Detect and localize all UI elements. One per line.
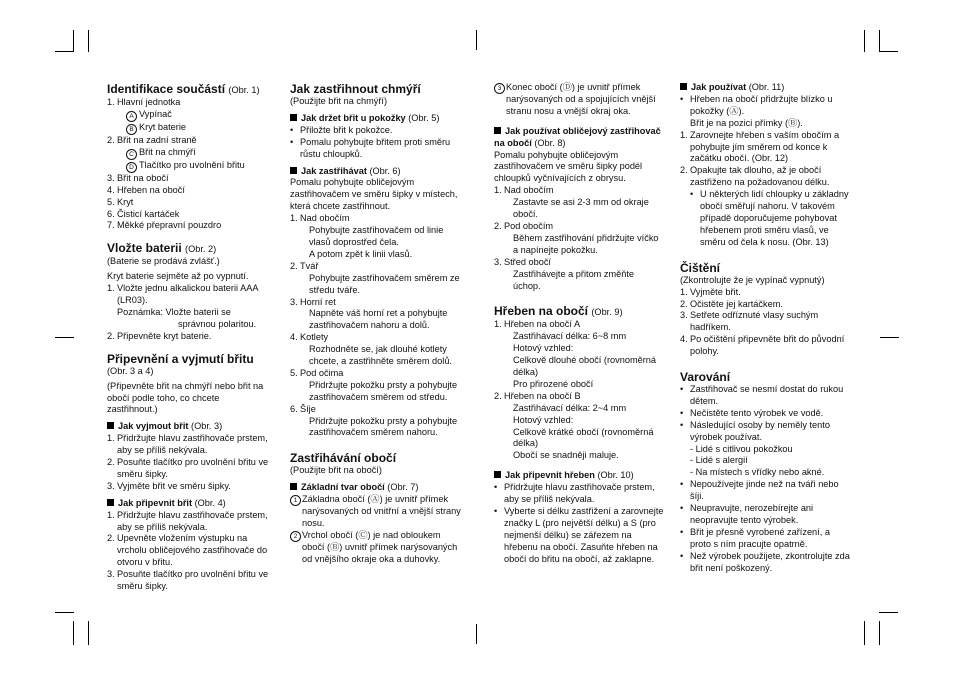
list-item: 2. Pod obočím Během zastřihování přidržujte víčko a napínejte pokožku.	[494, 220, 659, 255]
list-item: • Následující osoby by neměly tento výrobek používat. - Lidé s citlivou pokožkou - Lidé s alergií - Na místech s vřídky nebo akné.	[680, 419, 830, 478]
cleaning-steps	[680, 287, 852, 358]
paragraph: Kryt baterie sejměte až po vypnutí.	[107, 271, 249, 282]
list-item: 2. Opakujte tak dlouho, až je obočí zastřiženo na požadovanou délku. • U některých lidí chloupky u základny obočí směřují nahoru. V takovém případě doporučujeme pohybovat hřebenem proti směru vlasů, ve směru od čela k nosu. (Obr. 13)	[680, 165, 852, 248]
paragraph: Pomalu pohybujte obličejovým zastřihovačem ve směru šipky podél chloupků vyčnívajících z obrysu.	[494, 149, 643, 184]
list-item: 6. Čisticí kartáček	[107, 208, 180, 219]
section-title: Vložte baterii (Obr. 2)	[107, 241, 217, 256]
list-item: 2. Hřeben na obočí B Zastřihávací délka: 2~4 mm Hotový vzhled: Celkově krátké obočí (rovnoměrná délka) Obočí se snadněji maluje.	[494, 390, 654, 461]
list-item: 2. Tvář Pohybujte zastřihovačem směrem ze středu tváře.	[290, 260, 460, 295]
attach-steps	[107, 510, 272, 593]
ref: (Obr. 3 a 4)	[107, 365, 154, 376]
comb-attach-bullets	[494, 482, 664, 565]
note: (Baterie se prodává zvlášť.)	[107, 256, 220, 267]
list-item: • Nečistěte tento výrobek ve vodě.	[680, 407, 824, 418]
subheading: Jak držet břit u pokožky (Obr. 5)	[290, 113, 465, 125]
list-item: A Vypínač	[107, 109, 272, 122]
column-1	[107, 78, 272, 593]
battery-steps	[107, 283, 272, 343]
trim-steps	[290, 213, 465, 439]
parts-list	[107, 97, 272, 232]
list-item: 3. Břit na obočí	[107, 172, 169, 183]
list-item: 1. Nad obočím Zastavte se asi 2-3 mm od okraje obočí.	[494, 185, 649, 220]
list-item: 2. Upevněte vložením výstupku na vrcholu obličejového zastřihovače do otvoru v břitu.	[107, 533, 268, 568]
list-item: 4. Hřeben na obočí	[107, 184, 185, 195]
list-item: 7. Měkké přepravní pouzdro	[107, 220, 222, 231]
note: (Připevněte břit na chmýří nebo břit na obočí podle toho, co chcete zastřihnout.)	[107, 380, 264, 415]
eyebrow-steps	[494, 185, 664, 292]
sub-bullet: • U některých lidí chloupky u základny obočí směřují nahoru. V takovém případě doporučujeme pohybovat hřebenem proti směru vlasů, ve směru od čela k nosu. (Obr. 13)	[690, 189, 849, 247]
subheading: Jak používat obličejový zastřihovač na obočí (Obr. 8)	[494, 126, 664, 150]
list-item: 3. Setřete odříznuté vlasy suchým hadříkem.	[680, 310, 819, 333]
list-item: 2. Očistěte jej kartáčkem.	[680, 298, 783, 309]
shape-step-1: 1 Základna obočí (Ⓐ) je uvnitř přímek narýsovaných od vnitřní a vnější strany nosu.	[290, 494, 465, 530]
list-item: 3. Střed obočí Zastřihávejte a přitom změňte úchop.	[494, 256, 635, 291]
list-item: 6. Šíje Přidržujte pokožku prsty a pohybujte zastřihovačem směrem nahoru.	[290, 403, 458, 438]
section-cleaning	[680, 261, 852, 358]
section-title: Jak zastřihnout chmýří	[290, 82, 421, 96]
comb-list	[494, 319, 664, 462]
list-item: 1. Přidržujte hlavu zastřihovače prstem, aby se příliš nekývala.	[107, 509, 268, 532]
note: (Použijte břit na chmýří)	[290, 96, 388, 106]
list-item: B Kryt baterie	[107, 122, 272, 135]
list-item: Poznámka: Vložte baterii se správnou polaritou.	[117, 306, 257, 329]
shape-step-3: 3 Konec obočí (Ⓓ) je uvnitř přímek narýsovaných od a spojujících vnější stranu nosu a vnější okraj oka.	[494, 82, 664, 118]
list-item: • Nepoužívejte jinde než na tváři nebo šíji.	[680, 479, 839, 502]
list-item: 1. Hřeben na obočí A Zastřihávací délka: 6~8 mm Hotový vzhled: Celkově dlouhé obočí (rovnoměrná délka) Pro přirozené obočí	[494, 319, 656, 389]
list-item: 1. Hlavní jednotka	[107, 97, 181, 107]
subheading: Jak vyjmout břit (Obr. 3)	[107, 421, 272, 433]
list-item: 1. Vložte jednu alkalickou baterii AAA (LR03).	[107, 283, 258, 306]
list-item: 4. Po očištění připevněte břit do původní polohy.	[680, 334, 845, 357]
list-item: • Hřeben na obočí přidržujte blízko u pokožky (Ⓐ). Břit je na pozici přímky (Ⓑ).	[680, 93, 833, 128]
remove-steps	[107, 433, 272, 493]
list-item: 3. Posuňte tlačítko pro uvolnění břitu ve směru šipky.	[107, 569, 269, 592]
section-eyebrow-comb	[494, 304, 664, 462]
list-item: 1. Nad obočím Pohybujte zastřihovačem od linie vlasů doprostřed čela. A potom zpět k linii vlasů.	[290, 213, 444, 259]
section-eyebrow-trimming	[290, 451, 465, 565]
list-item: 5. Pod očima Přidržujte pokožku prsty a pohybujte zastřihovačem směrem od středu.	[290, 367, 458, 402]
section-warnings	[680, 370, 852, 575]
list-item: D Tlačítko pro uvolnění břitu	[107, 160, 272, 173]
use-list	[680, 94, 852, 249]
subheading: Jak připevnit břit (Obr. 4)	[107, 498, 272, 510]
list-item: 2. Břit na zadní straně	[107, 134, 197, 145]
section-title: Hřeben na obočí (Obr. 9)	[494, 304, 623, 319]
list-item: • Neupravujte, nerozebírejte ani neopravujte tento výrobek.	[680, 503, 814, 525]
hold-bullets	[290, 125, 465, 161]
column-3	[494, 78, 664, 566]
subheading: Jak používat (Obr. 11)	[680, 82, 852, 94]
section-title: Identifikace součástí (Obr. 1)	[107, 82, 260, 96]
section-insert-battery	[107, 241, 272, 342]
list-item: 1. Vyjměte břit.	[680, 286, 741, 297]
subheading: Základní tvar obočí (Obr. 7)	[290, 482, 465, 494]
list-item: 3. Horní ret Napněte váš horní ret a pohybujte zastřihovačem nahoru a dolů.	[290, 296, 448, 331]
subheading: Jak zastřihávat (Obr. 6)	[290, 166, 465, 178]
section-blade-attach	[107, 352, 272, 593]
subheading: Jak připevnit hřeben (Obr. 10)	[494, 470, 664, 482]
section-title: Čištění	[680, 260, 721, 275]
paragraph: Pomalu pohybujte obličejovým zastřihovačem ve směru šipky v místech, která chcete zastřihnout.	[290, 177, 458, 212]
list-item: 2. Připevněte kryt baterie.	[107, 330, 212, 341]
list-item: • Břit je přesně vyrobené zařízení, a proto s ním pracujte opatrně.	[680, 526, 830, 549]
section-fuzz-trimming	[290, 82, 465, 439]
section-title: Připevnění a vyjmutí břitu	[107, 351, 254, 366]
list-item: 5. Kryt	[107, 196, 134, 207]
list-item: 1. Přidržujte hlavu zastřihovače prstem, aby se příliš nekývala.	[107, 433, 268, 456]
section-parts-identification	[107, 82, 272, 232]
note: (Použijte břit na obočí)	[290, 465, 382, 476]
list-item: 4. Kotlety Rozhodněte se, jak dlouhé kotlety chcete, a zastřihněte směrem dolů.	[290, 332, 452, 367]
list-item: 1. Zarovnejte hřeben s vaším obočím a pohybujte jím směrem od konce k začátku obočí. (Obr. 12)	[680, 129, 840, 164]
list-item: • Přidržujte hlavu zastřihovače prstem, aby se příliš nekývala.	[494, 482, 655, 505]
list-item: 2. Posuňte tlačítko pro uvolnění břitu ve směru šipky.	[107, 457, 269, 479]
warning-bullets	[680, 384, 852, 575]
list-item: • Než výrobek použijete, zkontrolujte zda břit není poškozený.	[680, 550, 850, 573]
column-4	[680, 78, 852, 575]
list-item: • Vyberte si délku zastřižení a zarovnejte značky L (pro největší délku) a S (pro nejmenší délku) se zářezem na hřebenu na obočí. Zasuňte hřeben na obočí do břitu na obočí, až zaklapne.	[494, 506, 664, 564]
column-2	[290, 78, 465, 566]
list-item: • Přiložte břit k pokožce.	[290, 124, 393, 135]
list-item: 3. Vyjměte břit ve směru šipky.	[107, 480, 231, 491]
section-title: Zastřihávání obočí	[290, 451, 397, 466]
list-item: C Břit na chmýří	[107, 147, 272, 160]
list-item: • Zastřihovač se nesmí dostat do rukou dětem.	[680, 384, 844, 406]
section-title: Varování	[680, 370, 731, 385]
note: (Zkontrolujte že je vypínač vypnutý)	[680, 274, 825, 285]
list-item: • Pomalu pohybujte břitem proti směru růstu chloupků.	[290, 136, 451, 159]
shape-step-2: 2 Vrchol obočí (Ⓒ) je nad obloukem obočí (Ⓑ) uvnitř přímek narýsovaných od vnějšího okraje oka a duhovky.	[290, 530, 465, 566]
